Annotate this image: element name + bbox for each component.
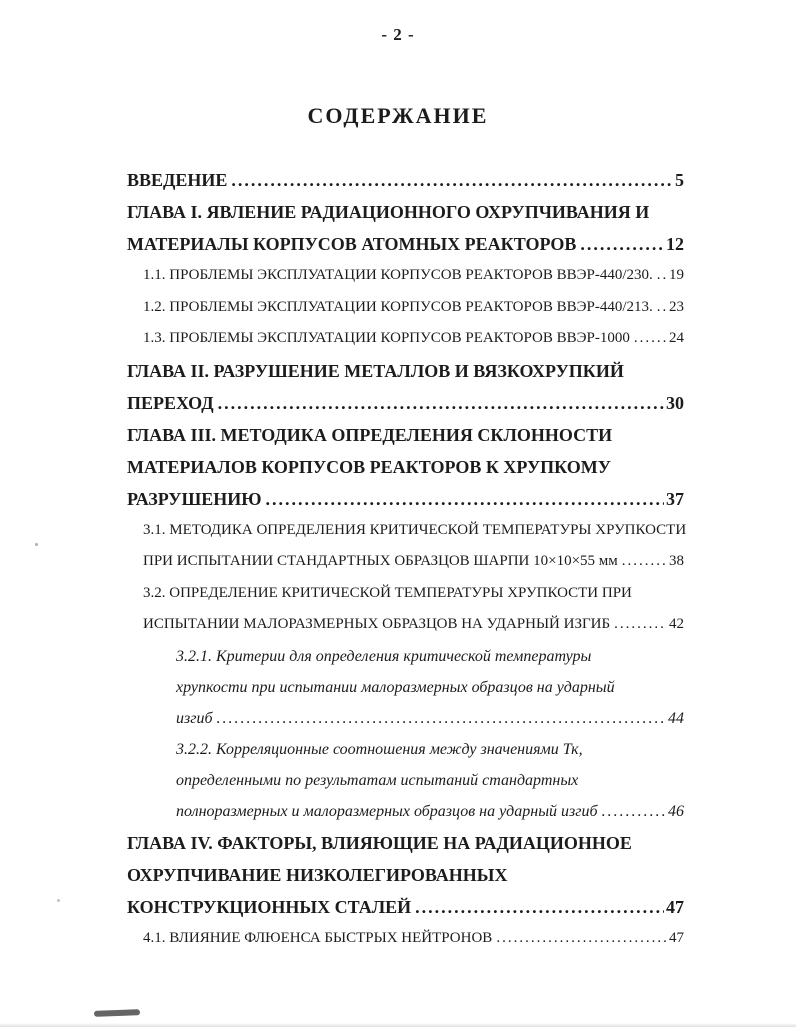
toc-line: 3.1. МЕТОДИКА ОПРЕДЕЛЕНИЯ КРИТИЧЕСКОЙ ТЕМПЕРАТУРЫ ХРУПКОСТИ: [143, 521, 687, 538]
toc-line: ГЛАВА II. РАЗРУШЕНИЕ МЕТАЛЛОВ И ВЯЗКОХРУПКИЙ: [127, 360, 624, 381]
toc-page-number: 37: [666, 488, 684, 509]
toc-page-number: 47: [669, 929, 684, 946]
dot-leader: [602, 796, 666, 827]
toc-line: [143, 923, 684, 955]
dot-leader: [266, 483, 664, 515]
toc-line: хрупкости при испытании малоразмерных образцов на ударный: [176, 678, 615, 696]
dot-leader: [415, 891, 664, 923]
toc-line: [127, 891, 684, 923]
dot-leader: [657, 260, 667, 292]
toc-page-number: 47: [666, 896, 684, 917]
toc-entry-text: ПРИ ИСПЫТАНИИ СТАНДАРТНЫХ ОБРАЗЦОВ ШАРПИ 10×10×55 мм: [143, 553, 618, 569]
toc-entry-text: изгиб: [176, 709, 213, 727]
toc-page-number: 23: [669, 298, 684, 315]
toc-entry-text: КОНСТРУКЦИОННЫХ СТАЛЕЙ: [127, 896, 412, 917]
dot-leader: [218, 387, 664, 419]
toc-entry-text: РАЗРУШЕНИЮ: [127, 488, 262, 509]
toc-page-number: 46: [668, 802, 684, 820]
toc-line: ОХРУПЧИВАНИЕ НИЗКОЛЕГИРОВАННЫХ: [127, 864, 508, 885]
toc-entry: [127, 323, 684, 355]
dot-leader: [496, 923, 667, 955]
toc-line: [127, 228, 684, 260]
dot-leader: [622, 546, 667, 578]
scan-edge: [0, 1023, 796, 1027]
toc-entry: [127, 641, 684, 734]
page-number-header: - 2 -: [381, 25, 415, 44]
toc-line: [127, 483, 684, 515]
dot-leader: [634, 323, 667, 355]
toc-list: [127, 164, 687, 954]
toc-entry: [127, 419, 684, 515]
toc-line: [176, 796, 684, 827]
toc-page-number: 24: [669, 330, 684, 346]
toc-entry: [127, 827, 684, 923]
dot-leader: [614, 609, 667, 641]
scan-artifact: [35, 543, 38, 546]
toc-line: [127, 387, 684, 419]
toc-entry: [127, 164, 684, 196]
toc-line: 3.2. ОПРЕДЕЛЕНИЕ КРИТИЧЕСКОЙ ТЕМПЕРАТУРЫ ХРУПКОСТИ ПРИ: [143, 584, 632, 601]
toc-page-number: 42: [669, 616, 684, 632]
toc-entry: [127, 923, 684, 955]
toc-line: [176, 703, 684, 734]
toc-line: ГЛАВА IV. ФАКТОРЫ, ВЛИЯЮЩИЕ НА РАДИАЦИОННОЕ: [127, 832, 632, 853]
toc-entry: [127, 292, 684, 324]
toc-entry-text: ВВЕДЕНИЕ: [127, 170, 228, 190]
toc-line: [143, 260, 684, 292]
toc-line: ГЛАВА I. ЯВЛЕНИЕ РАДИАЦИОННОГО ОХРУПЧИВАНИЯ И: [127, 202, 650, 222]
toc-entry-text: 1.2. ПРОБЛЕМЫ ЭКСПЛУАТАЦИИ КОРПУСОВ РЕАКТОРОВ ВВЭР-440/213.: [143, 298, 653, 315]
toc-line: определенными по результатам испытаний стандартных: [176, 771, 579, 789]
toc-line: [143, 292, 684, 324]
toc-page-number: 38: [669, 553, 684, 569]
toc-page-number: 12: [666, 234, 684, 254]
toc-line: 3.2.2. Корреляционные соотношения между значениями Тк,: [176, 740, 583, 758]
toc-entry-text: ПЕРЕХОД: [127, 392, 214, 413]
toc-page-number: 19: [669, 267, 684, 283]
toc-entry: [127, 355, 684, 419]
toc-line: 3.2.1. Критерии для определения критической температуры: [176, 647, 592, 665]
toc-line: МАТЕРИАЛОВ КОРПУСОВ РЕАКТОРОВ К ХРУПКОМУ: [127, 456, 611, 477]
toc-entry-text: 4.1. ВЛИЯНИЕ ФЛЮЕНСА БЫСТРЫХ НЕЙТРОНОВ: [143, 929, 493, 946]
toc-page-number: 5: [675, 170, 684, 190]
dot-leader: [231, 164, 673, 196]
dot-leader: [217, 703, 666, 734]
toc-entry: [127, 196, 684, 260]
dot-leader: [657, 292, 667, 324]
page-title: СОДЕРЖАНИЕ: [307, 103, 489, 128]
dot-leader: [580, 228, 664, 260]
toc-page-number: 44: [668, 709, 684, 727]
scan-artifact: [94, 1009, 140, 1017]
toc-entry: [127, 734, 684, 827]
toc-page-number: 30: [666, 392, 684, 413]
toc-entry-text: 1.1. ПРОБЛЕМЫ ЭКСПЛУАТАЦИИ КОРПУСОВ РЕАКТОРОВ ВВЭР-440/230.: [143, 267, 653, 283]
toc-line: [143, 323, 684, 355]
toc-entry-text: полноразмерных и малоразмерных образцов на ударный изгиб: [176, 802, 598, 820]
toc-entry-text: ИСПЫТАНИИ МАЛОРАЗМЕРНЫХ ОБРАЗЦОВ НА УДАРНЫЙ ИЗГИБ: [143, 616, 611, 632]
toc-entry-text: 1.3. ПРОБЛЕМЫ ЭКСПЛУАТАЦИИ КОРПУСОВ РЕАКТОРОВ ВВЭР-1000: [143, 330, 630, 346]
scan-artifact: [57, 899, 60, 902]
toc-line: [127, 164, 684, 196]
toc-entry: [127, 515, 687, 578]
toc-entry-text: МАТЕРИАЛЫ КОРПУСОВ АТОМНЫХ РЕАКТОРОВ: [127, 234, 577, 254]
toc-entry: [127, 578, 684, 641]
toc-line: [143, 546, 684, 578]
toc-line: ГЛАВА III. МЕТОДИКА ОПРЕДЕЛЕНИЯ СКЛОННОСТИ: [127, 424, 613, 445]
toc-line: [143, 609, 684, 641]
toc-entry: [127, 260, 684, 292]
